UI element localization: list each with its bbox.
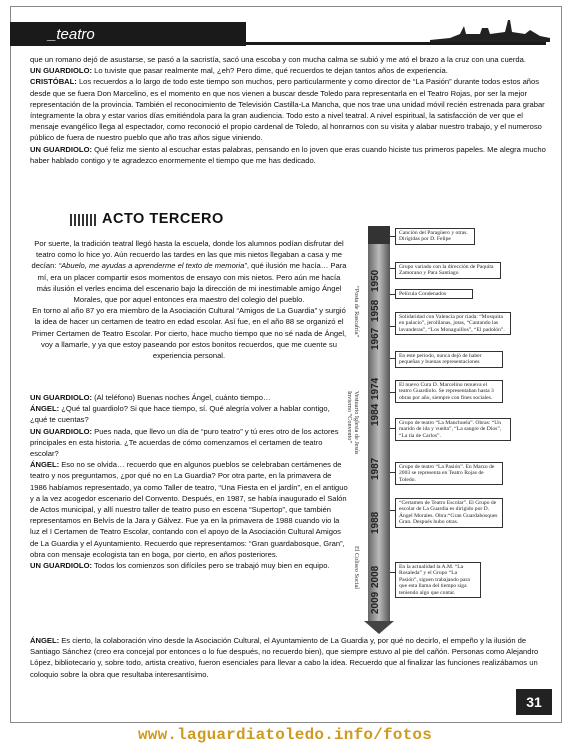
- speaker: UN GUARDIOLO:: [30, 393, 93, 402]
- dialogue-line: [30, 76, 550, 143]
- header-rule: [246, 42, 546, 45]
- act-title-banner: [70, 210, 245, 230]
- timeline-entry: Grupo de teatro “La Manchuela”. Obras: “Un marido de ida y vuelta”, “La sangre de Dios”, “La tía de Carlos”.: [395, 418, 511, 441]
- venue-label: “Posta de Rascafría”: [353, 286, 360, 338]
- speech: Lo tuviste que pasar realmente mal, ¿eh? Pero dime, qué recuerdos te dejan tantos años de experiencia.: [92, 66, 448, 76]
- timeline-entry: Película Condenados: [395, 289, 473, 299]
- act-dialogue-final: [30, 635, 550, 680]
- year-label: 1988: [370, 511, 381, 534]
- year-label: 1967: [370, 327, 381, 350]
- year-label: 1974: [370, 377, 381, 400]
- venue-label: Vestuario Iglesia de Jesús: [353, 391, 360, 455]
- speech: Los recuerdos a lo largo de todo este tiempo son muchos, pero particularmente y como director de “La Pasión” durante todos estos años desde que se fuera Don Marcelino, es el momento en que nos vienen a buscar desde Toledo para representarla en el Teatro Rojas, por ser la mejor representación de la provincia. También el reconocimiento de Televisión Castilla-La Mancha, que nos trae una unidad móvil recién estrenada para grabar íntegramente la obra y estar varios días emitiéndola para la gran audiencia. Todo esto a nivel teatral. A nivel espiritual, la satisfacción de ver que el mensaje evangélico llega al espectador, como reconoció el propio cardenal de Toledo, al honrarnos con su visita y alabar nuestro trabajo, y el numeroso público de fuera de nuestro pueblo que año tras años sigue viniendo.: [30, 77, 545, 143]
- act-dialogue: [30, 392, 348, 571]
- title-decoration: [70, 214, 98, 226]
- speaker: ÁNGEL:: [30, 404, 60, 414]
- dialogue-line: ÁNGEL: ¿Qué tal guardiolo? Si que hace tiempo, sí. Qué alegría volver a hablar contigo, ¿qué te cuentas?: [30, 404, 330, 425]
- timeline-entry: Canción del Paragüero y otras. Dirigidas por D. Felipe: [395, 228, 475, 245]
- dialogue-line: UN GUARDIOLO: Todos los comienzos son difíciles pero se trabajó muy bien en equipo.: [30, 561, 330, 571]
- timeline-entry: En este periodo, nunca dejó de haber pequeñas y buenas representaciones: [395, 351, 503, 368]
- dialogue-line: [30, 65, 550, 76]
- year-label: 1950: [370, 269, 381, 292]
- venue-label: Invierno “Convento”: [346, 391, 353, 444]
- act-narration: [30, 238, 348, 361]
- speaker: UN GUARDIOLO:: [30, 561, 93, 571]
- year-label: 1987: [370, 457, 381, 480]
- timeline-entry: El nuevo Cura D. Marcelino renueva el teatro Guardiolo. Se representaban hasta 3 obras por año, siempre con fines sociales.: [395, 380, 503, 403]
- timeline-entry: En la actualidad la A.M. “La Rosaleda” y el Grupo “La Pasión”, siguen trabajando para que esta llama del tiempo siga teniendo algo que contar.: [395, 562, 481, 598]
- dialogue-line: ÁNGEL: Eso no se olvida… recuerdo que en algunos pueblos se celebraban certámenes de teatro y nos preguntamos, ¿por qué no en La Guardia? Por otra parte, en la primavera de 1986 habíamos representado, ya como Taller de teatro, “Una Fiesta en el jardín”, en el antiguo y a la vez acogedor escenario del Convento. Después, en 1987, se había inaugurado el Salón de Actos municipal, y allí nuestro taller de teatro puso en escena “Supertop”, que también representamos en Belvís de la Jara y Gálvez. Fue ya en la primavera de 1988 cuando vio la luz el I Certamen de Teatro Escolar, contando con el apoyo de la Asociación Cultural Amigos de La Guardia y el Ayuntamiento. Recuerdo que representamos: “Gran guardabosque, Gran”, obra con mensaje ecologista tan en boga, por cierto, en años posteriores.: [30, 460, 348, 559]
- dialogue-line: [30, 144, 550, 166]
- speaker: UN GUARDIOLO:: [30, 66, 93, 76]
- year-label: 1958: [370, 299, 381, 322]
- venue-label: El Coliseo Social: [353, 546, 360, 589]
- timeline-entry: Grupo de teatro “La Pasión”. En Marzo de 2003 se representa en Teatro Rojas de Toledo.: [395, 462, 503, 485]
- quote: “Abuelo, me ayudas a aprenderme el texto de memoria”: [58, 261, 247, 271]
- year-label: 1984: [370, 403, 381, 426]
- section-header: [10, 22, 246, 46]
- section-label: _teatro: [48, 26, 95, 43]
- act-title: ACTO TERCERO: [102, 211, 224, 227]
- timeline-entry: “Certamen de Teatro Escolar”. El Grupo de escolar de La Guardia es dirigido por D. Ángel Morales. Obra:“Gran Guardabosques Gran. Después hubo otras.: [395, 498, 503, 528]
- intro-text: [30, 54, 550, 166]
- dialogue-line: UN GUARDIOLO: Pues nada, que llevo un día de “puro teatro” y tú eres otro de los actores principales en esta historia. ¿Te acuerdas de cómo comenzamos el certamen de teatro escolar?: [30, 426, 339, 459]
- year-label: 2008: [370, 565, 381, 588]
- speaker: UN GUARDIOLO:: [30, 426, 93, 436]
- speaker: CRISTÓBAL:: [30, 77, 77, 87]
- speaker: ÁNGEL:: [30, 460, 60, 470]
- timeline: [346, 226, 550, 636]
- page-number: 31: [516, 689, 552, 715]
- speech: Qué feliz me siento al escuchar estas palabras, pensando en lo joven que eras cuando hiciste tus primeros papeles. Me alegra mucho haber hablado contigo y te agradezco enormemente el tiempo que me has dedicado.: [30, 144, 546, 165]
- intro-paragraph: que un romano dejó de asustarse, se pasó a la sacristía, sacó una escoba y con mucha calma se subió y me ató el brazo a la cruz con una cuerda.: [30, 55, 526, 64]
- year-label: 2009: [370, 591, 381, 614]
- footer-url[interactable]: www.laguardiatoledo.info/fotos: [137, 726, 433, 744]
- dialogue-line: UN GUARDIOLO: (Al teléfono) Buenas noches Ángel, cuánto tiempo…: [30, 393, 271, 402]
- timeline-entry: Grupo variado con la dirección de Paquita Zamorano y Para Santiago: [395, 262, 501, 279]
- speaker: UN GUARDIOLO:: [30, 144, 93, 154]
- narration-paragraph: En torno al año 87 yo era miembro de la Asociación Cultural “Amigos de La Guardia” y surgió la idea de hacer un certamen de teatro en edad escolar. Así fue, en el año 88 se organizó el Primer Certamen de Teatro Escolar. Por cierto, hace mucho tiempo que no sé nada de Ángel, voy a llamarle, y ya que estoy paseando por estos bonitos recuerdos, que me cuente su experiencia personal.: [31, 306, 347, 361]
- narration-paragraph: Por suerte, la tradición teatral llegó hasta la escuela, donde los alumnos podían disfrutar del teatro como lo hice yo. Aún recuerdo las tardes en las que mis nietos llegaban a casa y me decían: “Abuelo, me ayudas a aprenderme el texto de memoria”, qué ilusión me hacía… Para mí, era un placer compartir esos momentos de ensayo con mis nietos. Pero aún me hacía más ilusión el verles encima del escenario bajo la dirección de mi inestimable amigo Ángel Morales, que por aquel entonces era maestro del colegio del pueblo.: [31, 239, 347, 305]
- speaker: ÁNGEL:: [30, 636, 60, 645]
- dialogue-line: ÁNGEL: Es cierto, la colaboración vino desde la Asociación Cultural, el Ayuntamiento de La Guardia y, por qué no decirlo, el empeño y la ilusión de Santiago Sánchez (creo era concejal por entonces o lo fue después, no recuerdo bien), que siempre estuvo al pie del cañón. Personas como Alejandro López, bibliotecario y, sobre todo, artista creativo, fueron esenciales para llevar a cabo la idea. Recuerdo que al finalizar las funciones realizábamos un coloquio sobre la obra que resultaba interesantísimo.: [30, 636, 539, 679]
- town-skyline-icon: [430, 12, 550, 42]
- timeline-entry: Solidaridad con Valencia por riada: “Mosquita en palacio”, jerolilanas, jotas, “Cantando las lavanderas”, “Los Monaguillos”, “El padolón”.: [395, 312, 511, 335]
